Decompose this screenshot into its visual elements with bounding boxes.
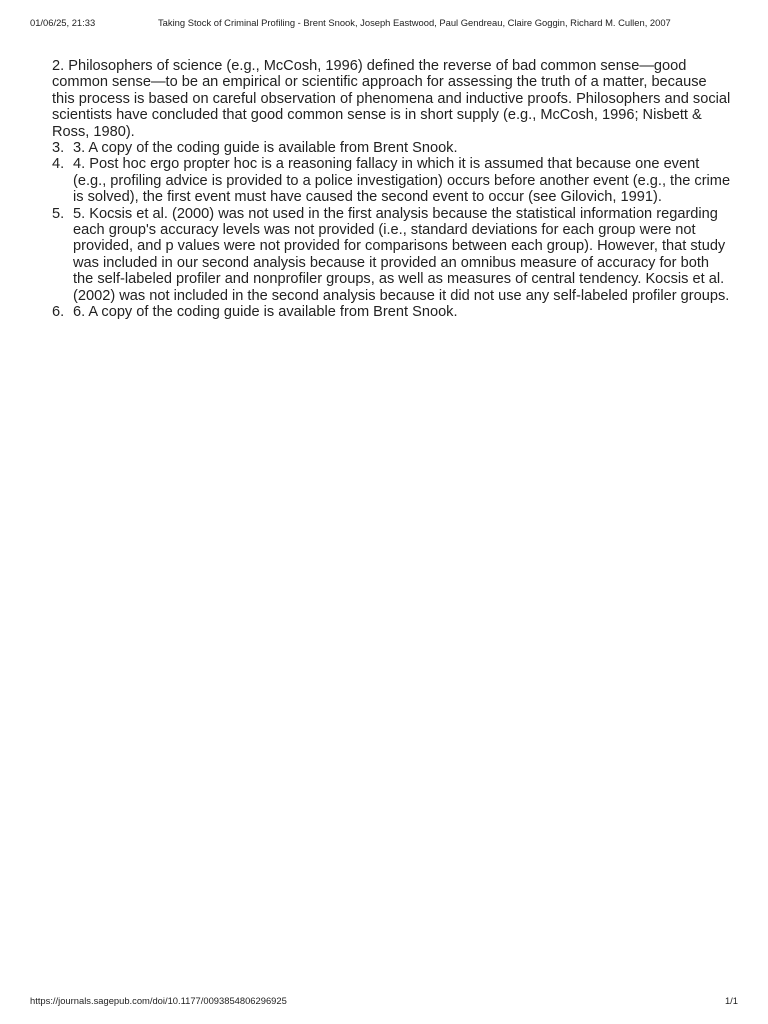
print-header [30, 16, 738, 30]
note-5 [52, 206, 732, 304]
note-2: 2. Philosophers of science (e.g., McCosh, 1996) defined the reverse of bad common sense—good common sense—to be an empirical or scientific approach for assessing the truth of a matter, because this process is based on careful observation of phenomena and inductive proofs. Philosophers and social scientists have concluded that good common sense is in short supply (e.g., McCosh, 1996; Nisbett & Ross, 1980). [52, 58, 731, 140]
print-date: 01/06/25, 21:33 [30, 17, 96, 28]
document-title: Taking Stock of Criminal Profiling - Brent Snook, Joseph Eastwood, Paul Gendreau, Claire Goggin, Richard M. Cullen, 2007 [158, 17, 671, 28]
note-marker: 6. [52, 304, 65, 321]
note-3 [52, 140, 732, 156]
note-text: 6. A copy of the coding guide is available from Brent Snook. [73, 304, 458, 321]
endnotes [52, 58, 732, 321]
note-marker: 5. [52, 205, 65, 222]
note-marker: 4. [52, 156, 65, 173]
note-6 [52, 304, 732, 320]
print-footer [30, 994, 738, 1008]
page-number: 1/1 [724, 995, 738, 1006]
note-marker: 3. [52, 140, 65, 157]
note-text: 5. Kocsis et al. (2000) was not used in the first analysis because the statistical information regarding each group's accuracy levels was not provided (i.e., standard deviations for each group were not provided, and p values were not provided for comparisons between each group). However, that study was included in our second analysis because it provided an omnibus measure of accuracy for both the self-labeled profiler and nonprofiler groups, as well as measures of central tendency. Kocsis et al. (2002) was not included in the second analysis because it did not use any self-labeled profiler groups. [73, 205, 730, 304]
note-4 [52, 156, 732, 205]
page-url: https://journals.sagepub.com/doi/10.1177/0093854806296925 [30, 995, 287, 1006]
note-text: 4. Post hoc ergo propter hoc is a reasoning fallacy in which it is assumed that because one event (e.g., profiling advice is provided to a police investigation) occurs before another event (e.g., the crime is solved), the first event must have caused the second event to occur (see Gilovich, 1991). [73, 156, 731, 206]
note-text: 3. A copy of the coding guide is available from Brent Snook. [73, 140, 458, 157]
